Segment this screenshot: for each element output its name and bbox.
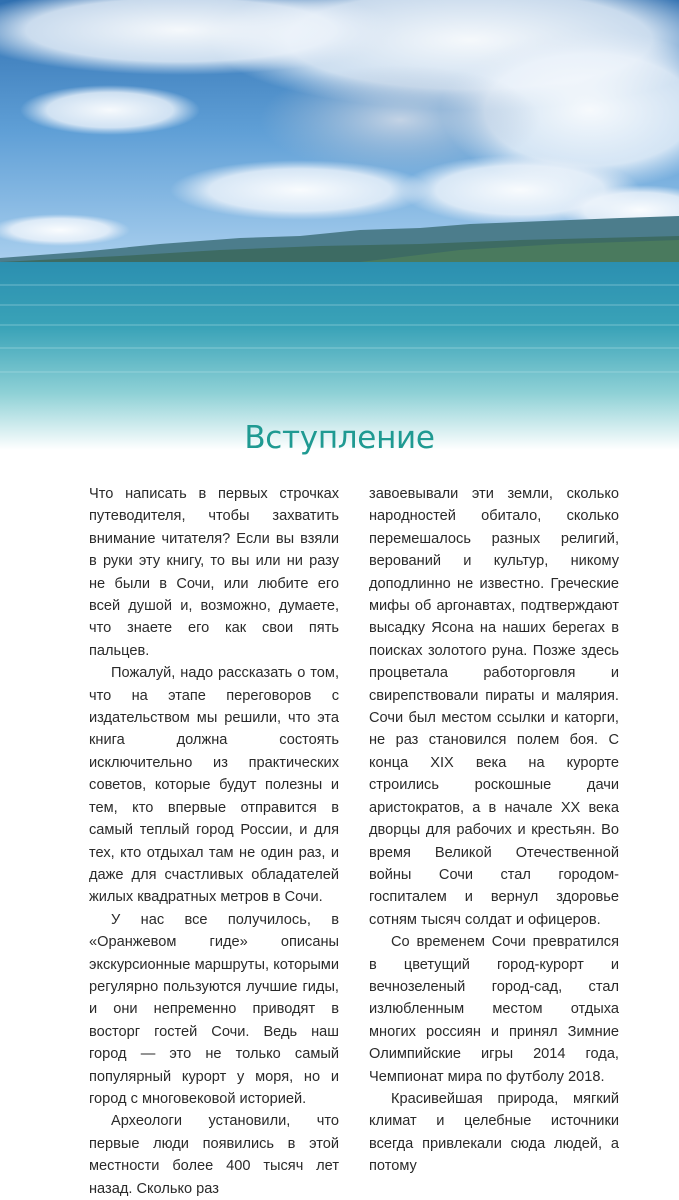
text-column-right xyxy=(369,483,619,1178)
paragraph: Красивейшая природа, мягкий климат и целебные источники всегда привлекали сюда людей, а потому xyxy=(369,1090,619,1175)
text-column-left xyxy=(89,483,339,1200)
paragraph: У нас все получилось, в «Оранжевом гиде» описаны экскурсионные маршруты, которыми регулярно пользуются лучшие гиды, и они непременно приводят в восторг гостей Сочи. Ведь наш город — это не только самый популярный курорт у моря, но и город с многовековой историей. xyxy=(89,911,339,1107)
page-title: Вступление xyxy=(244,420,435,456)
paragraph: Что написать в первых строчках путеводителя, чтобы захватить внимание читателя? Если вы взяли в руки эту книгу, то вы или ни разу не были в Сочи, или любите его всей душой и, возможно, думаете, что знаете его как свои пять пальцев. xyxy=(89,486,339,659)
sea-landscape-photo xyxy=(0,0,679,450)
paragraph: Пожалуй, надо рассказать о том, что на этапе переговоров с издательством мы решили, что эта книга должна состоять исключительно из практических советов, которые будут полезны и тем, кто впервые отправится в самый теплый город России, и для тех, кто отдыхал там не один раз, и даже для счастливых обладателей жилых квадратных метров в Сочи. xyxy=(89,665,339,906)
paragraph: завоевывали эти земли, сколько народностей обитало, сколько перемешалось разных религий, верований и культур, никому доподлинно не известно. Греческие мифы об аргонавтах, подтверждают высадку Ясона на наших берегах в поисках золотого руна. Позже здесь процветала работорговля и свирепствовали пираты и малярия. Сочи был местом ссылки и каторги, не раз становился полем боя. С конца XIX века на курорте строились роскошные дачи аристократов, а в начале XX века дворцы для рабочих и крестьян. Во время Великой Отечественной войны Сочи стал городом-госпиталем и вернул здоровье сотням тысяч солдат и офицеров. xyxy=(369,486,619,928)
paragraph: Со временем Сочи превратился в цветущий город-курорт и вечнозеленый город-сад, стал излюбленным местом отдыха многих россиян и принял Зимние Олимпийские игры 2014 года, Чемпионат мира по футболу 2018. xyxy=(369,934,619,1085)
hero-sea-photo xyxy=(0,0,679,450)
paragraph: Археологи установили, что первые люди появились в этой местности более 400 тысяч лет назад. Сколько раз xyxy=(89,1113,339,1197)
